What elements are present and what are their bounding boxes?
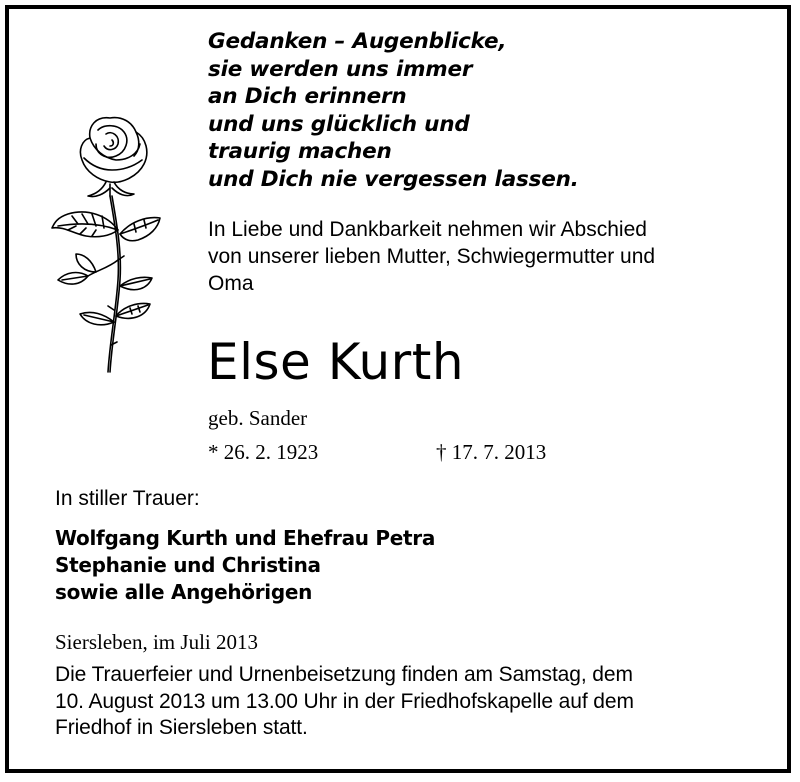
- poem-line: und Dich nie vergessen lassen.: [208, 166, 579, 192]
- poem-line: an Dich erinnern: [208, 84, 407, 109]
- birth-date: * 26. 2. 1923: [208, 440, 319, 464]
- ceremony-line: 10. August 2013 um 13.00 Uhr in der Friedhofskapelle auf dem: [55, 689, 634, 713]
- poem-line: sie werden uns immer: [208, 56, 473, 82]
- poem-line: und uns glücklich und: [208, 111, 470, 137]
- ceremony-line: Friedhof in Siersleben statt.: [55, 716, 308, 739]
- deceased-name: Else Kurth: [207, 333, 465, 391]
- mourning-heading: In stiller Trauer:: [55, 487, 200, 510]
- mourner: Wolfgang Kurth und Ehefrau Petra: [55, 526, 436, 550]
- poem-line: Gedanken – Augenblicke,: [208, 29, 507, 54]
- death-date: † 17. 7. 2013: [436, 440, 547, 464]
- mourners-list: [55, 525, 435, 606]
- mourner: sowie alle Angehörigen: [55, 580, 313, 604]
- farewell-line: Oma: [208, 272, 254, 295]
- farewell-text: [208, 216, 655, 297]
- mourner: Stephanie und Christina: [55, 553, 321, 577]
- ceremony-line: Die Trauerfeier und Urnenbeisetzung finden am Samstag, dem: [55, 663, 633, 686]
- farewell-line: In Liebe und Dankbarkeit nehmen wir Abschied: [208, 218, 647, 241]
- farewell-line: von unserer lieben Mutter, Schwiegermutter und: [208, 245, 656, 268]
- poem-line: traurig machen: [208, 139, 392, 164]
- poem: [208, 28, 579, 193]
- maiden-name: geb. Sander: [208, 406, 308, 430]
- place-date: Siersleben, im Juli 2013: [55, 630, 258, 654]
- ceremony-info: [55, 662, 634, 742]
- rose-icon: [48, 110, 173, 380]
